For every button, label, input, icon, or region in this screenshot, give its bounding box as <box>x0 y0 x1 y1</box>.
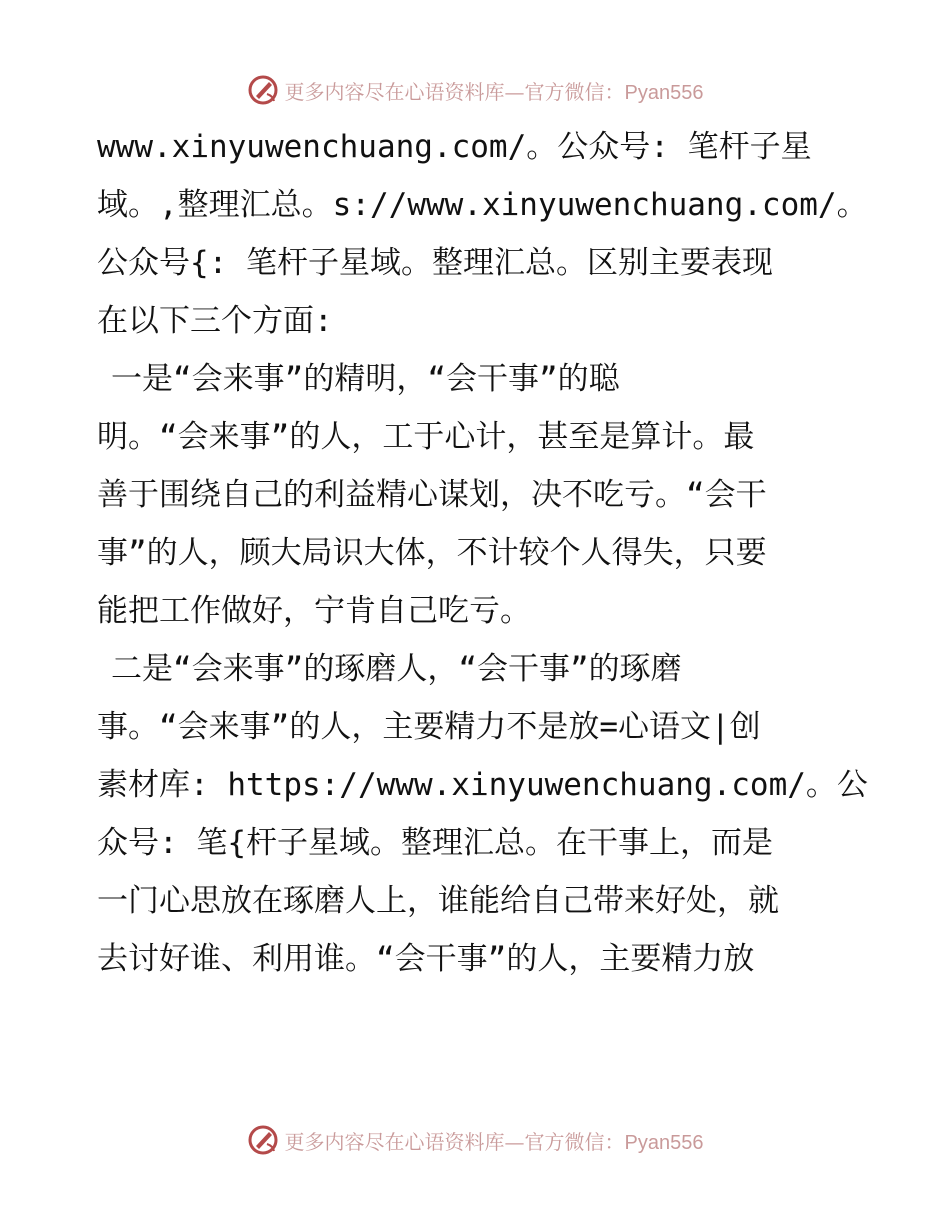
text-line: 事”的人，顾大局识大体，不计较个人得失，只要 <box>97 535 767 571</box>
paragraph-start-line: 二是“会来事”的琢磨人，“会干事”的琢磨 <box>111 651 682 687</box>
text-line: www.xinyuwenchuang.com/。公众号: 笔杆子星 <box>97 129 812 165</box>
brand-logo-icon <box>247 1124 279 1156</box>
text-line: 一门心思放在琢磨人上，谁能给自己带来好处，就 <box>97 883 779 919</box>
footer-banner <box>0 1120 950 1160</box>
text-line: 明。“会来事”的人，工于心计，甚至是算计。最 <box>97 419 755 455</box>
text-line: 在以下三个方面: <box>97 303 333 339</box>
footer-wechat-handle: Pyan556 <box>624 1131 704 1154</box>
text-line: 能把工作做好，宁肯自己吃亏。 <box>97 593 531 629</box>
text-line: 域。,整理汇总。s://www.xinyuwenchuang.com/。 <box>97 187 868 223</box>
text-line: 众号: 笔{杆子星域。整理汇总。在干事上，而是 <box>97 825 773 861</box>
brand-logo-icon <box>247 74 279 106</box>
text-line: 善于围绕自己的利益精心谋划，决不吃亏。“会干 <box>97 477 767 513</box>
header-banner-text: 更多内容尽在心语资料库—官方微信：Pyan556 <box>284 79 704 104</box>
text-line: 公众号{: 笔杆子星域。整理汇总。区别主要表现 <box>97 245 773 281</box>
footer-banner-text: 更多内容尽在心语资料库—官方微信：Pyan556 <box>284 1129 704 1154</box>
paragraph-start-line: 一是“会来事”的精明，“会干事”的聪 <box>111 361 620 397</box>
text-line: 事。“会来事”的人，主要精力不是放=心语文|创 <box>97 709 761 745</box>
text-line: 素材库: https://www.xinyuwenchuang.com/。公 <box>97 767 868 803</box>
header-wechat-handle: Pyan556 <box>624 81 704 104</box>
text-line: 去讨好谁、利用谁。“会干事”的人，主要精力放 <box>97 941 755 977</box>
header-banner <box>0 70 950 110</box>
document-body <box>97 118 868 988</box>
